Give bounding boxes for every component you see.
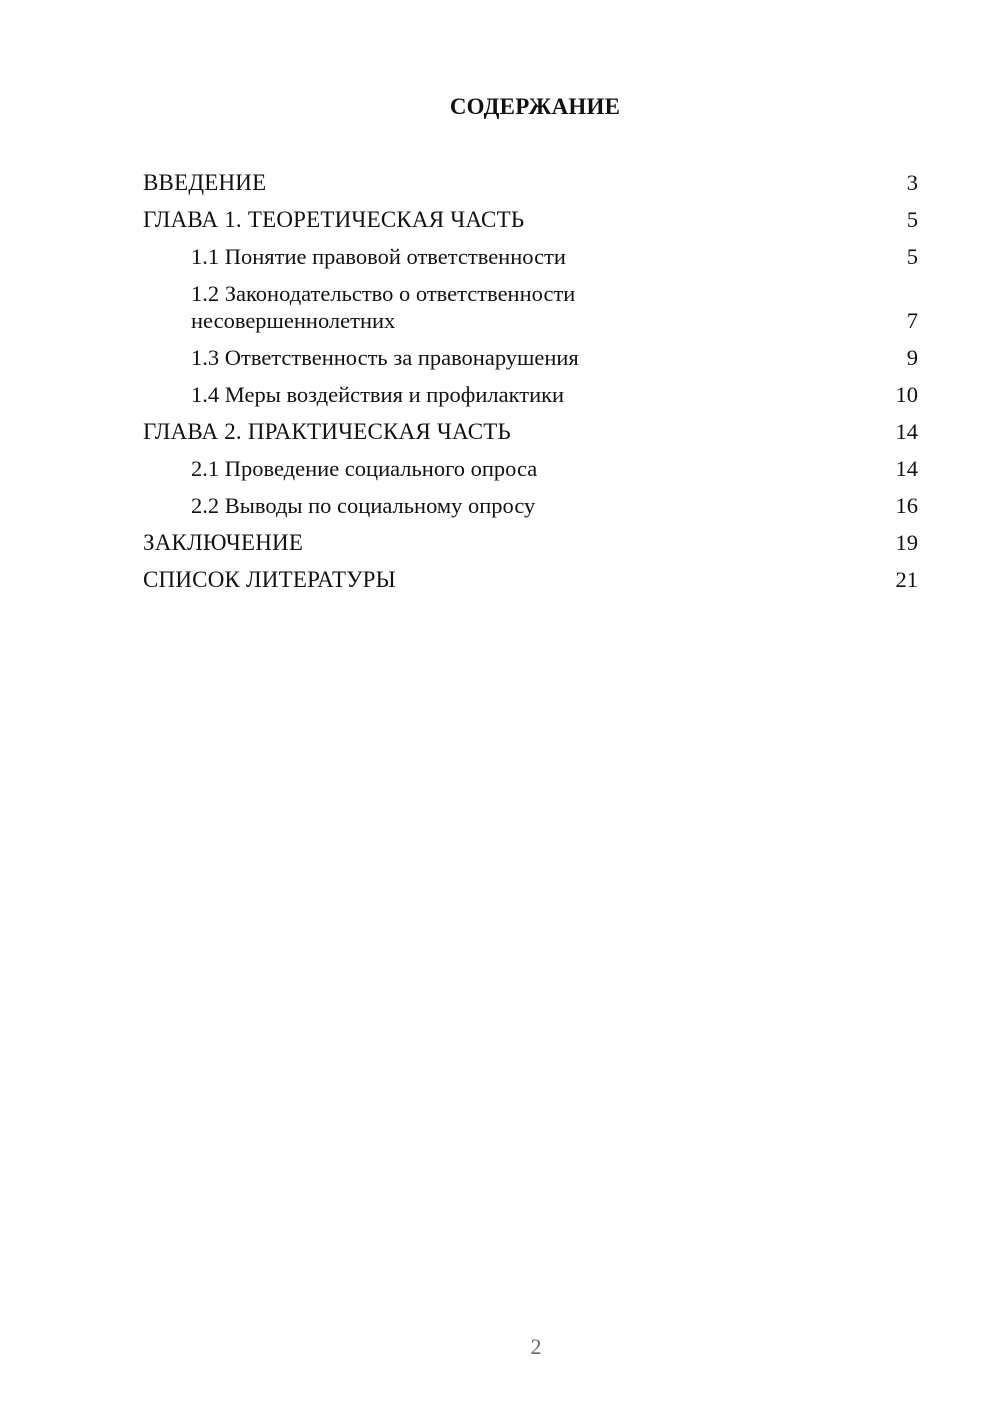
page-number: 2 (530, 1334, 542, 1359)
toc-entry[interactable] (143, 206, 918, 233)
toc-entry-page: 16 (895, 493, 918, 518)
toc-entry-page: 5 (906, 207, 918, 232)
toc-entry[interactable] (143, 566, 918, 593)
toc-entry[interactable] (143, 492, 918, 519)
toc-entry-page: 9 (906, 345, 918, 370)
toc-entry-page: 14 (895, 419, 918, 444)
toc-entry[interactable] (143, 243, 918, 270)
toc-entry-label: 2.2 Выводы по социальному опросу (191, 493, 536, 518)
toc-entry[interactable] (143, 280, 918, 334)
toc-entry-label: 1.2 Законодательство о ответственности несовершеннолетних (191, 281, 576, 333)
toc-entry-page: 10 (895, 382, 918, 407)
toc-entry-label: СПИСОК ЛИТЕРАТУРЫ (143, 567, 396, 592)
toc-entry-label: 1.4 Меры воздействия и профилактики (191, 382, 565, 407)
toc-heading: СОДЕРЖАНИЕ (449, 94, 621, 119)
toc-entry-page: 5 (906, 244, 918, 269)
toc-entry[interactable] (143, 529, 918, 556)
toc-entry-label: 1.1 Понятие правовой ответственности (191, 244, 566, 269)
toc-entry-page: 7 (906, 308, 918, 333)
toc-entry[interactable] (143, 381, 918, 408)
toc-entry-label: 2.1 Проведение социального опроса (191, 456, 538, 481)
toc-entry[interactable] (143, 344, 918, 371)
toc-entry-page: 14 (895, 456, 918, 481)
toc-entry-page: 21 (895, 567, 918, 592)
toc-entry[interactable] (143, 418, 918, 445)
toc-entry-label: ГЛАВА 1. ТЕОРЕТИЧЕСКАЯ ЧАСТЬ (143, 207, 525, 232)
table-of-contents (143, 169, 918, 603)
toc-entry-label: ЗАКЛЮЧЕНИЕ (143, 530, 304, 555)
toc-entry[interactable] (143, 455, 918, 482)
toc-entry[interactable] (143, 169, 918, 196)
toc-entry-label: ГЛАВА 2. ПРАКТИЧЕСКАЯ ЧАСТЬ (143, 419, 511, 444)
toc-entry-label: ВВЕДЕНИЕ (143, 170, 267, 195)
toc-entry-page: 3 (906, 170, 918, 195)
toc-entry-label: 1.3 Ответственность за правонарушения (191, 345, 579, 370)
toc-entry-page: 19 (895, 530, 918, 555)
